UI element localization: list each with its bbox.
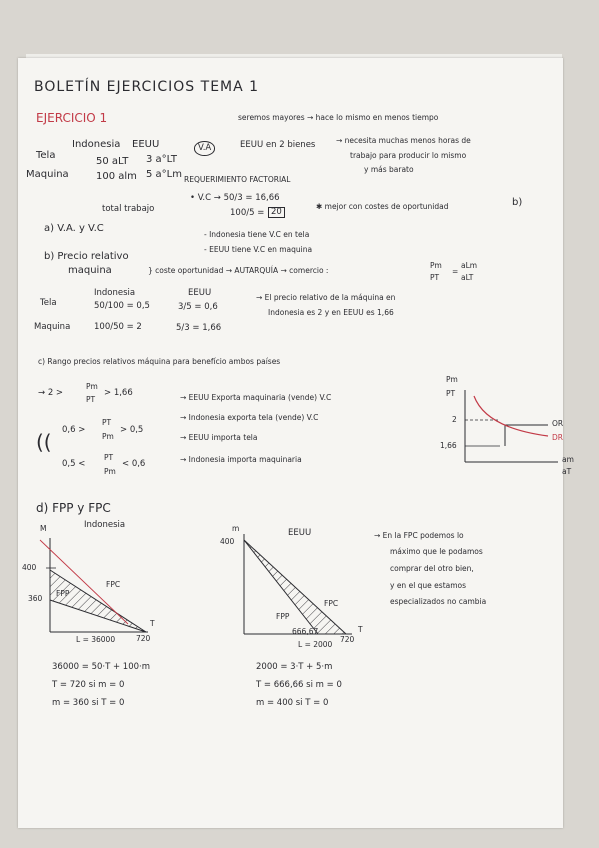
graph-ylabel-num: Pm <box>446 375 458 384</box>
section-a-line-2: - EEUU tiene V.C en maquina <box>204 245 313 254</box>
section-a-label: a) V.A. y V.C <box>44 223 104 234</box>
frac-pm: Pm <box>430 261 442 270</box>
ineq-1-right: > 1,66 <box>104 388 133 398</box>
c-result-4: → Indonesia importa maquinaria <box>180 455 302 464</box>
indonesia-eq-2: T = 720 si m = 0 <box>52 680 125 690</box>
eeuu-axis-m: m <box>232 524 240 533</box>
eeuu-fpp-label: FPP <box>276 612 290 621</box>
b-tela-indonesia: 50/100 = 0,5 <box>94 301 150 311</box>
eeuu-title: EEUU <box>288 528 312 538</box>
b-row-tela: Tela <box>40 298 57 308</box>
eeuu-axis-t: T <box>358 625 363 634</box>
frac-alm: aLm <box>461 261 478 270</box>
ineq-3-right: < 0,6 <box>122 459 146 469</box>
b-note-1: → El precio relativo de la máquina en <box>256 293 396 302</box>
eeuu-labor: L = 2000 <box>298 640 333 649</box>
ineq-3-left: 0,5 < <box>62 459 86 469</box>
indonesia-eq-3: m = 360 si T = 0 <box>52 698 125 708</box>
section-d-label: d) FPP y FPC <box>36 501 111 515</box>
vc-line-2: 100/5 = <box>230 208 265 218</box>
eeuu-eq-3: m = 400 si T = 0 <box>256 698 329 708</box>
indonesia-axis-m: M <box>40 524 47 533</box>
row-tela: Tela <box>36 150 56 161</box>
section-b-coste: } coste oportunidad → AUTARQUÍA → comercio : <box>148 266 329 275</box>
b-maquina-indonesia: 100/50 = 2 <box>94 322 142 332</box>
indonesia-axis-t: T <box>150 619 155 628</box>
ineq-2-num: PT <box>102 418 112 427</box>
eeuu-eq-1: 2000 = 3·T + 5·m <box>256 662 333 672</box>
ineq-2-right: > 0,5 <box>120 425 144 435</box>
frac-alt: aLT <box>461 273 474 282</box>
indonesia-fpp-label: FPP <box>56 589 70 598</box>
d-note-2: máximo que le podamos <box>390 547 483 556</box>
b-marker: b) <box>512 197 523 208</box>
graph-xlabel-num: am <box>562 455 574 464</box>
indonesia-fpc-label: FPC <box>106 580 121 589</box>
indonesia-tick-360: 360 <box>28 594 43 603</box>
b-maquina-eeuu: 5/3 = 1,66 <box>176 323 222 333</box>
maquina-eeuu: 5 a°Lm <box>146 169 182 180</box>
va-note-1: seremos mayores → hace lo mismo en menos tiempo <box>238 113 439 122</box>
brace-mark: (( <box>36 430 52 454</box>
indonesia-title: Indonesia <box>84 520 126 530</box>
eeuu-tick-666: 666,67 <box>292 627 319 636</box>
b-col-eeuu: EEUU <box>188 288 212 298</box>
total-trabajo: total trabajo <box>102 204 155 214</box>
c-result-3: → EEUU importa tela <box>180 433 258 442</box>
va-note-3: trabajo para producir lo mismo <box>350 151 467 160</box>
page-title: BOLETÍN EJERCICIOS TEMA 1 <box>34 79 260 95</box>
tela-eeuu: 3 a°LT <box>146 154 177 165</box>
col-eeuu: EEUU <box>132 139 160 150</box>
indonesia-labor: L = 36000 <box>76 635 116 644</box>
ineq-2-den: Pm <box>102 432 114 441</box>
graph-tick-166: 1,66 <box>440 441 457 450</box>
graph-tick-2: 2 <box>452 415 457 424</box>
graph-dr-label: DR <box>552 433 563 442</box>
va-note-4: y más barato <box>364 165 414 174</box>
graph-or-label: OR <box>552 419 564 428</box>
row-maquina: Maquina <box>26 169 69 180</box>
b-col-indonesia: Indonesia <box>94 288 136 298</box>
vc-boxed-value: 20 <box>268 207 285 218</box>
eeuu-fpc-label: FPC <box>324 599 339 608</box>
frac-pt: PT <box>430 273 440 282</box>
d-note-3: comprar del otro bien, <box>390 564 474 573</box>
col-indonesia: Indonesia <box>72 139 121 150</box>
b-tela-eeuu: 3/5 = 0,6 <box>178 302 218 312</box>
vc-line-1: • V.C → 50/3 = 16,66 <box>190 193 280 203</box>
b-row-maquina: Maquina <box>34 322 71 332</box>
eeuu-tick-720: 720 <box>340 635 355 644</box>
indonesia-eq-1: 36000 = 50·T + 100·m <box>52 662 151 672</box>
maquina-indonesia: 100 alm <box>96 171 137 182</box>
section-b-label: b) Precio relativo <box>44 251 129 262</box>
graph-ylabel-den: PT <box>446 389 456 398</box>
section-c-label: c) Rango precios relativos máquina para benefício ambos países <box>38 357 281 366</box>
requerimiento-factorial: REQUERIMIENTO FACTORIAL <box>184 175 291 184</box>
ineq-1-num: Pm <box>86 382 98 391</box>
eeuu-eq-2: T = 666,66 si m = 0 <box>256 680 342 690</box>
va-circle: V.A <box>194 141 215 156</box>
eeuu-tick-400: 400 <box>220 537 235 546</box>
ineq-1-den: PT <box>86 395 96 404</box>
b-note-2: Indonesia es 2 y en EEUU es 1,66 <box>268 308 394 317</box>
exercise-heading: EJERCICIO 1 <box>36 111 108 125</box>
va-arrow-text: EEUU en 2 bienes <box>240 140 316 150</box>
tela-indonesia: 50 aLT <box>96 156 129 167</box>
indonesia-tick-720: 720 <box>136 634 151 643</box>
section-a-line-1: - Indonesia tiene V.C en tela <box>204 230 310 239</box>
d-note-4: y en el que estamos <box>390 581 467 590</box>
ineq-2-left: 0,6 > <box>62 425 86 435</box>
ineq-1-left: → 2 > <box>38 388 64 398</box>
indonesia-tick-400: 400 <box>22 563 37 572</box>
section-b-label-2: maquina <box>68 265 112 276</box>
d-note-1: → En la FPC podemos lo <box>374 531 464 540</box>
ineq-3-num: PT <box>104 453 114 462</box>
vc-note: ✱ mejor con costes de oportunidad <box>316 202 449 211</box>
d-note-5: especializados no cambia <box>390 597 487 606</box>
ineq-3-den: Pm <box>104 467 116 476</box>
va-note-2: → necesita muchas menos horas de <box>336 136 471 145</box>
c-result-1: → EEUU Exporta maquinaria (vende) V.C <box>180 393 332 402</box>
graph-xlabel-den: aT <box>562 467 572 476</box>
c-result-2: → Indonesia exporta tela (vende) V.C <box>180 413 319 422</box>
